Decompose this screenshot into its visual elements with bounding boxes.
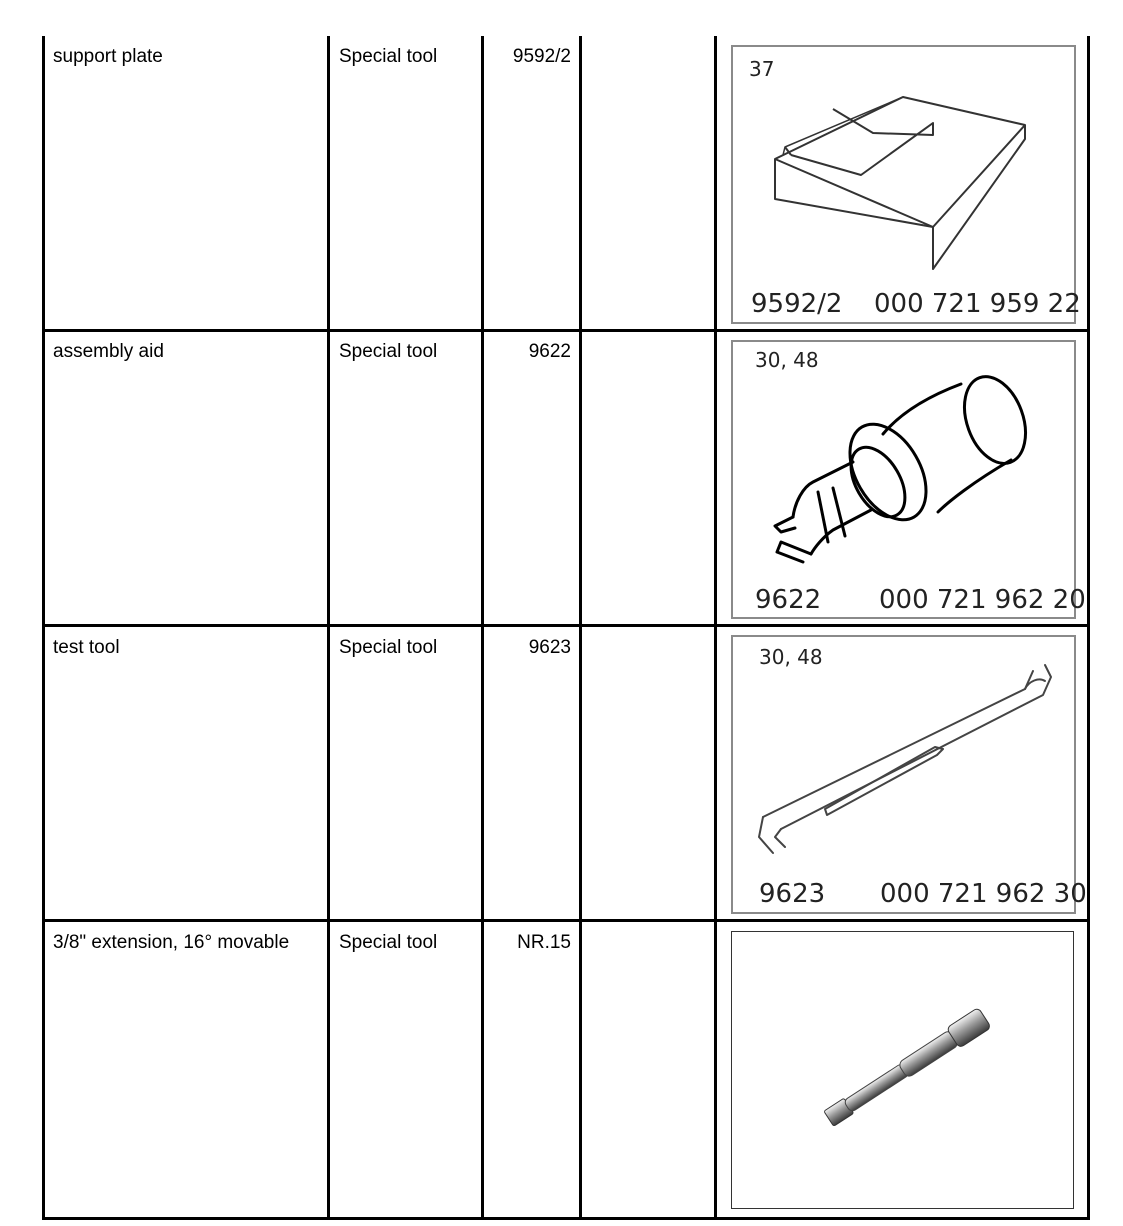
column-divider: [327, 36, 330, 1220]
tool-figure-support-plate: [731, 45, 1081, 324]
number-cell: 9623: [528, 637, 571, 658]
type-cell: Special tool: [339, 46, 438, 67]
column-divider: [714, 36, 717, 1220]
tool-figure-extension-photo: [731, 931, 1074, 1209]
figure-part-number: 000 721 959 22: [874, 289, 1081, 319]
type-cell: Special tool: [339, 932, 438, 953]
tool-figure-test-tool: [731, 635, 1087, 914]
figure-part-number: 000 721 962 20: [879, 585, 1086, 615]
figure-page-ref: 30, 48: [755, 348, 819, 372]
number-cell: 9592/2: [512, 46, 571, 67]
figure-page-ref: 37: [749, 57, 775, 81]
column-divider: [481, 36, 484, 1220]
number-cell: NR.15: [517, 932, 571, 953]
support-plate-drawing: [733, 47, 1074, 322]
number-cell: 9622: [528, 341, 571, 362]
table-border-bottom: [42, 1217, 1090, 1220]
row-divider: [42, 329, 1090, 332]
type-cell: Special tool: [339, 341, 438, 362]
column-divider: [579, 36, 582, 1220]
table-border-right: [1087, 36, 1090, 1220]
figure-tool-number: 9592/2: [751, 289, 843, 319]
figure-tool-number: 9622: [755, 585, 822, 615]
figure-tool-number: 9623: [759, 879, 826, 909]
designation-cell: 3/8" extension, 16° movable: [53, 932, 290, 953]
designation-cell: assembly aid: [53, 341, 164, 362]
test-tool-drawing: [733, 637, 1074, 912]
designation-cell: test tool: [53, 637, 120, 658]
figure-part-number: 000 721 962 30: [880, 879, 1087, 909]
row-divider: [42, 919, 1090, 922]
type-cell: Special tool: [339, 637, 438, 658]
table-border-left: [42, 36, 45, 1220]
designation-cell: support plate: [53, 46, 163, 67]
row-divider: [42, 624, 1090, 627]
figure-page-ref: 30, 48: [759, 645, 823, 669]
assembly-aid-drawing: [733, 342, 1074, 617]
tool-figure-assembly-aid: [731, 340, 1086, 619]
extension-bar-photo: [732, 932, 1073, 1208]
